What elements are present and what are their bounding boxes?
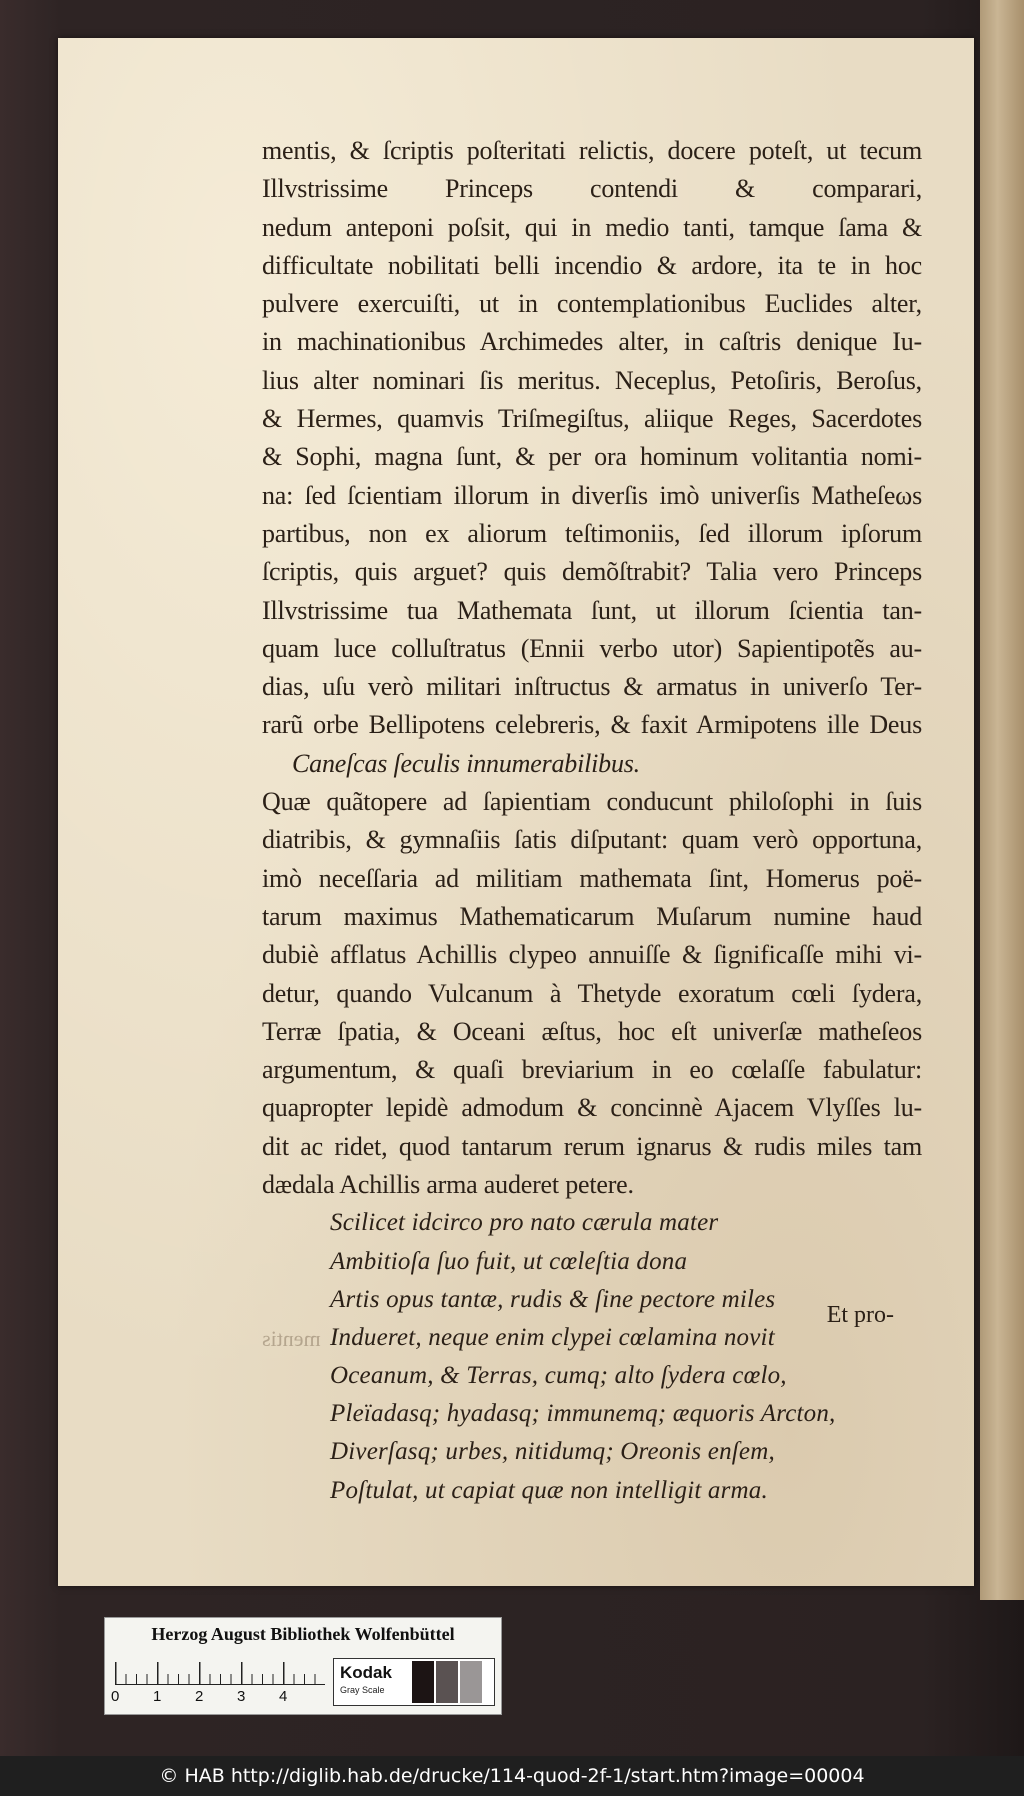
color-calibration-card bbox=[104, 1617, 502, 1715]
text-line: in machinationibus Archimedes alter, in caſtris denique Iu- bbox=[262, 327, 922, 357]
ruler-number: 1 bbox=[153, 1688, 162, 1705]
card-title: Herzog August Bibliothek Wolfenbüttel bbox=[151, 1624, 455, 1644]
text-line: detur, quando Vulcanum à Thetyde exoratum cœli ſydera, bbox=[262, 978, 922, 1008]
text-line: & Sophi, magna ſunt, & per ora hominum volitantia nomi- bbox=[262, 442, 922, 472]
text-line: Illvstrissime Princeps contendi & comparari, bbox=[262, 174, 922, 204]
gray-patch-light bbox=[460, 1661, 482, 1703]
verse-line: Scilicet idcirco pro nato cærula mater bbox=[330, 1209, 719, 1237]
prose-indent-line: Caneſcas ſeculis innumerabilibus. bbox=[292, 748, 640, 778]
text-line: Terræ ſpatia, & Oceani æſtus, hoc eſt univerſæ matheſeos bbox=[262, 1016, 922, 1046]
verse-line: Diverſasq; urbes, nitidumq; Oreonis enſem, bbox=[330, 1438, 775, 1466]
text-line: dubiè afflatus Achillis clypeo annuiſſe & ſignificaſſe mihi vi- bbox=[262, 940, 922, 970]
text-line: lius alter nominari ſis meritus. Neceplus, Petoſiris, Beroſus, bbox=[262, 365, 922, 395]
text-line: quapropter lepidè admodum & concinnè Ajacem Vlyſſes lu- bbox=[262, 1093, 922, 1123]
text-line: tarum maximus Mathematicarum Muſarum numine haud bbox=[262, 901, 922, 931]
book-spine-edge bbox=[980, 0, 1024, 1600]
verse-line: Poſtulat, ut capiat quæ non intelligit arma. bbox=[330, 1476, 768, 1504]
kodak-brand: Kodak bbox=[340, 1663, 392, 1682]
gray-scale-label: Gray Scale bbox=[340, 1685, 385, 1695]
text-line: na: ſed ſcientiam illorum in diverſis imò univerſis Matheſeωs bbox=[262, 480, 922, 510]
text-line: ſcriptis, quis arguet? quis demõſtrabit? Talia vero Princeps bbox=[262, 557, 922, 587]
ruler-number: 2 bbox=[195, 1688, 204, 1705]
text-line: difficultate nobilitati belli incendio & ardore, ita te in hoc bbox=[262, 250, 922, 280]
page-text bbox=[262, 132, 922, 1510]
text-line: Illvstrissime tua Mathemata ſunt, ut illorum ſcientia tan- bbox=[262, 595, 922, 625]
verse-line: Pleïadasq; hyadasq; immunemq; æquoris Arcton, bbox=[330, 1400, 836, 1428]
text-line: Quæ quãtopere ad ſapientiam conducunt philoſophi in ſuis bbox=[262, 787, 922, 817]
verse-line: Oceanum, & Terras, cumq; alto ſydera cœlo, bbox=[330, 1362, 787, 1390]
text-line: partibus, non ex aliorum teſtimoniis, ſed illorum ipſorum bbox=[262, 518, 922, 548]
prose-paragraph-2 bbox=[262, 783, 922, 1166]
kodak-gray-scale bbox=[333, 1658, 495, 1706]
text-line: dias, uſu verò militari inſtructus & armatus in univerſo Ter- bbox=[262, 672, 922, 702]
ruler-number: 4 bbox=[279, 1688, 288, 1705]
prose-last-line: dædala Achillis arma auderet petere. bbox=[262, 1170, 634, 1200]
ruler-number: 3 bbox=[237, 1688, 246, 1705]
text-line: & Hermes, quamvis Triſmegiſtus, aliique Reges, Sacerdotes bbox=[262, 404, 922, 434]
verse-quotation bbox=[262, 1204, 922, 1510]
verse-line: Indueret, neque enim clypei cœlamina novit bbox=[330, 1323, 775, 1351]
bleed-through-text: mentis bbox=[262, 1326, 321, 1351]
text-line: argumentum, & quaſi breviarium in eo cœlaſſe fabulatur: bbox=[262, 1055, 922, 1085]
ruler-number: 0 bbox=[111, 1688, 120, 1705]
text-line: pulvere exercuiſti, ut in contemplationibus Euclides alter, bbox=[262, 289, 922, 319]
scale-ruler-major-ticks bbox=[115, 1658, 325, 1684]
ruler-numbers bbox=[111, 1688, 351, 1708]
catchword: Et pro- bbox=[826, 1302, 894, 1328]
text-line: nedum anteponi poſsit, qui in medio tanti, tamque ſama & bbox=[262, 212, 922, 242]
text-line: rarũ orbe Bellipotens celebreris, & faxit Armipotens ille Deus bbox=[262, 710, 922, 740]
gray-patch-mid bbox=[436, 1661, 458, 1703]
text-line: mentis, & ſcriptis poſteritati relictis, docere poteſt, ut tecum bbox=[262, 136, 922, 165]
prose-paragraph-1 bbox=[262, 132, 922, 745]
footer-credit: © HAB http://diglib.hab.de/drucke/114-quod-2f-1/start.htm?image=00004 bbox=[0, 1756, 1024, 1796]
verse-line: Ambitioſa ſuo fuit, ut cœleſtia dona bbox=[330, 1247, 688, 1275]
verse-line: Artis opus tantæ, rudis & ſine pectore miles bbox=[330, 1285, 776, 1313]
text-line: imò neceſſaria ad militiam mathemata ſint, Homerus poë- bbox=[262, 863, 922, 893]
text-line: dit ac ridet, quod tantarum rerum ignarus & rudis miles tam bbox=[262, 1131, 922, 1161]
gray-patch-dark bbox=[412, 1661, 434, 1703]
text-line: quam luce colluſtratus (Ennii verbo utor) Sapientipotẽs au- bbox=[262, 633, 922, 663]
text-line: diatribis, & gymnaſiis ſatis diſputant: quam verò opportuna, bbox=[262, 825, 922, 855]
